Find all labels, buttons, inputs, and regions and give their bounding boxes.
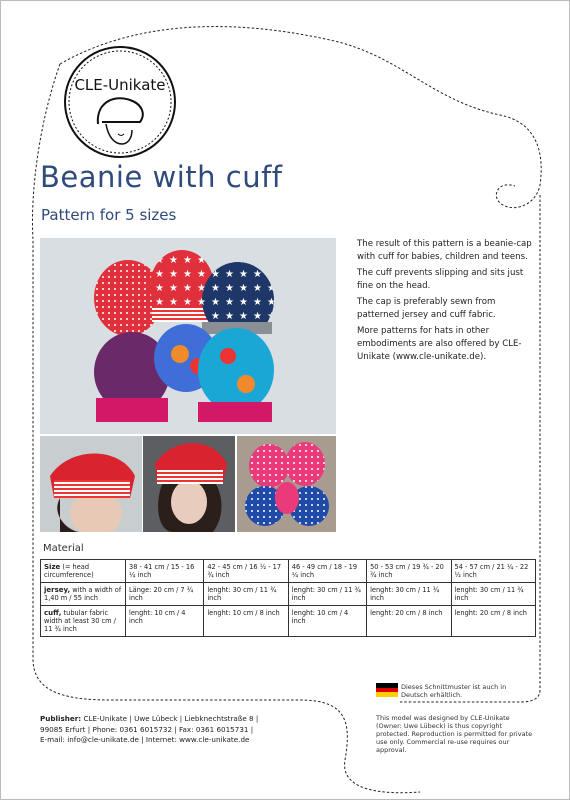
table-cell: Länge: 20 cm / 7 ¾ inch: [126, 583, 204, 606]
table-cell: lenght: 30 cm / 11 ¾ inch: [451, 583, 535, 606]
table-cell: lenght: 20 cm / 8 inch: [451, 606, 535, 637]
description-paragraph: The cuff prevents slipping and sits just fine on the head.: [357, 268, 524, 291]
table-cell: 38 - 41 cm / 15 - 16 ¼ inch: [126, 560, 204, 583]
material-table: [40, 559, 536, 637]
table-row: [41, 560, 536, 583]
row-header: jersey, with a width of 1,40 m / 55 inch: [41, 583, 126, 606]
logo-badge: [62, 44, 178, 160]
table-cell: 54 - 57 cm / 21 ¼ - 22 ½ inch: [451, 560, 535, 583]
baby-beanies-photo: [237, 436, 336, 532]
row-header: cuff, tubular fabric width at least 30 cm / 11 ¾ inch: [41, 606, 126, 637]
german-flag-icon: [376, 683, 398, 697]
page-title: Beanie with cuff: [40, 160, 283, 194]
model-photo-1: [40, 436, 142, 532]
table-cell: lenght: 10 cm / 8 inch: [204, 606, 288, 637]
beanies-photo: [40, 238, 336, 434]
publisher-label: Publisher:: [40, 714, 82, 723]
table-cell: lenght: 10 cm / 4 inch: [288, 606, 366, 637]
description-paragraph: More patterns for hats in other embodiments are also offered by CLE-Unikate (www.cle-unikate.de).: [357, 326, 522, 362]
publisher-line-1: CLE-Unikate | Uwe Lübeck | Liebknechtstraße 8 |: [81, 714, 259, 723]
publisher-line-2: 99085 Erfurt | Phone: 0361 6015732 | Fax: 0361 6015731 |: [40, 724, 254, 734]
publisher-info: [40, 714, 258, 746]
table-cell: lenght: 30 cm / 11 ¾ inch: [288, 583, 366, 606]
logo-text: CLE-Unikate: [74, 76, 166, 94]
table-cell: lenght: 20 cm / 8 inch: [367, 606, 451, 637]
publisher-line-3: E-mail: info@cle-unikate.de | Internet: www.cle-unikate.de: [40, 735, 250, 744]
table-cell: 50 - 53 cm / 19 ¾ - 20 ¾ inch: [367, 560, 451, 583]
table-cell: lenght: 30 cm / 11 ¾ inch: [367, 583, 451, 606]
table-cell: 42 - 45 cm / 16 ½ - 17 ¾ inch: [204, 560, 288, 583]
german-version-note: Dieses Schnittmuster ist auch in Deutsch erhältlich.: [401, 683, 507, 699]
table-row: [41, 606, 536, 637]
model-photo-2: [143, 436, 235, 532]
description-paragraph: The result of this pattern is a beanie-cap with cuff for babies, children and teens.: [357, 239, 532, 262]
copyright-note: This model was designed by CLE-Unikate (Owner: Uwe Lübeck) is thus copyright protected. Reproduction is permitted for private use only. Commercial re-use requires our approval.: [376, 714, 533, 754]
table-row: [41, 583, 536, 606]
table-cell: lenght: 30 cm / 11 ¾ inch: [204, 583, 288, 606]
page-subtitle: Pattern for 5 sizes: [41, 206, 177, 224]
row-header: Size (= head circumference): [41, 560, 126, 583]
description-paragraph: The cap is preferably sewn from patterned jersey and cuff fabric.: [357, 297, 496, 320]
material-heading: Material: [43, 543, 84, 554]
table-cell: lenght: 10 cm / 4 inch: [126, 606, 204, 637]
table-cell: 46 - 49 cm / 18 - 19 ¼ inch: [288, 560, 366, 583]
description-text: [357, 238, 535, 367]
